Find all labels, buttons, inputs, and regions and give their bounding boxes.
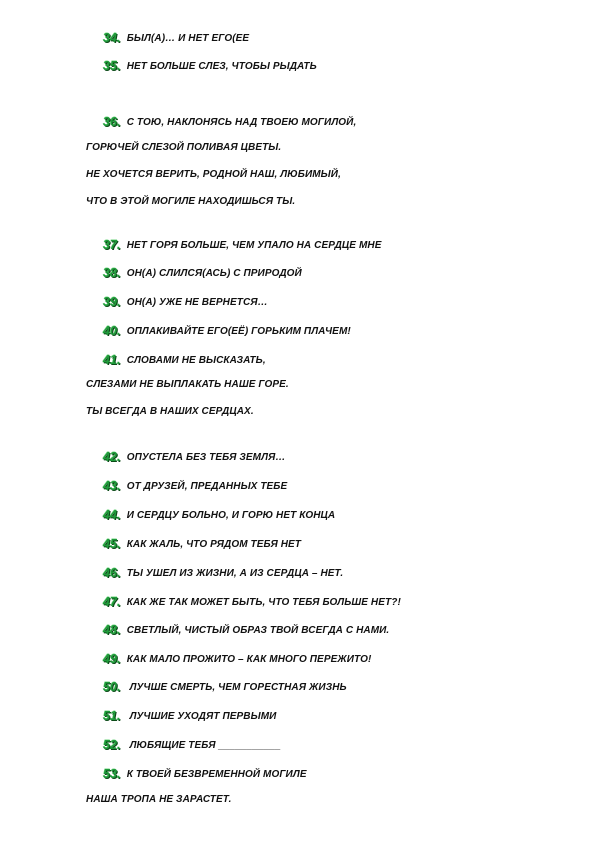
- epitaph-text: ЛУЧШИЕ УХОДЯТ ПЕРВЫМИ: [126, 711, 277, 722]
- epitaph-line: [103, 738, 281, 752]
- item-number: 47.: [103, 595, 121, 609]
- epitaph-line: [103, 479, 287, 493]
- epitaph-line: [103, 537, 301, 551]
- item-number: 50.: [103, 680, 121, 694]
- epitaph-text: ОПЛАКИВАЙТЕ ЕГО(ЕЁ) ГОРЬКИМ ПЛАЧЕМ!: [126, 326, 351, 337]
- epitaph-line: [103, 508, 335, 522]
- epitaph-text: НЕ ХОЧЕТСЯ ВЕРИТЬ, РОДНОЙ НАШ, ЛЮБИМЫЙ,: [86, 169, 341, 180]
- epitaph-text: СЛОВАМИ НЕ ВЫСКАЗАТЬ,: [126, 355, 266, 366]
- epitaph-text: БЫЛ(А)… И НЕТ ЕГО(ЕЕ: [126, 33, 250, 44]
- item-number: 35.: [103, 59, 121, 73]
- epitaph-line: [103, 767, 307, 781]
- item-number: 51.: [103, 709, 121, 723]
- epitaph-text: НЕТ БОЛЬШЕ СЛЕЗ, ЧТОБЫ РЫДАТЬ: [126, 61, 317, 72]
- item-number: 43.: [103, 479, 121, 493]
- epitaph-line: [103, 59, 317, 73]
- item-number: 46.: [103, 566, 121, 580]
- epitaph-line: [103, 115, 356, 129]
- epitaph-text: И СЕРДЦУ БОЛЬНО, И ГОРЮ НЕТ КОНЦА: [126, 510, 336, 521]
- epitaph-text: К ТВОЕЙ БЕЗВРЕМЕННОЙ МОГИЛЕ: [126, 769, 307, 780]
- epitaph-text: ГОРЮЧЕЙ СЛЕЗОЙ ПОЛИВАЯ ЦВЕТЫ.: [86, 142, 282, 153]
- item-number: 49.: [103, 652, 121, 666]
- item-number: 39.: [103, 295, 121, 309]
- epitaph-text: ОТ ДРУЗЕЙ, ПРЕДАННЫХ ТЕБЕ: [126, 481, 288, 492]
- item-number: 41.: [103, 353, 121, 367]
- epitaph-line: [103, 324, 351, 338]
- epitaph-text: КАК ЖЕ ТАК МОЖЕТ БЫТЬ, ЧТО ТЕБЯ БОЛЬШЕ НЕТ?!: [126, 597, 401, 608]
- epitaph-text: ТЫ УШЕЛ ИЗ ЖИЗНИ, А ИЗ СЕРДЦА – НЕТ.: [126, 568, 344, 579]
- epitaph-text: ЛУЧШЕ СМЕРТЬ, ЧЕМ ГОРЕСТНАЯ ЖИЗНЬ: [126, 682, 347, 693]
- epitaph-line: [103, 295, 268, 309]
- epitaph-line: [103, 709, 276, 723]
- epitaph-text: ЛЮБЯЩИЕ ТЕБЯ ___________: [126, 740, 281, 751]
- epitaph-text: НАША ТРОПА НЕ ЗАРАСТЕТ.: [86, 794, 232, 805]
- epitaph-text: ОН(А) СЛИЛСЯ(АСЬ) С ПРИРОДОЙ: [126, 268, 302, 279]
- epitaph-line: [86, 794, 232, 805]
- epitaph-text: СЛЕЗАМИ НЕ ВЫПЛАКАТЬ НАШЕ ГОРЕ.: [86, 379, 289, 390]
- epitaph-line: [86, 142, 281, 153]
- epitaph-line: [86, 406, 254, 417]
- epitaph-line: [103, 623, 389, 637]
- item-number: 40.: [103, 324, 121, 338]
- epitaph-line: [103, 353, 266, 367]
- epitaph-text: НЕТ ГОРЯ БОЛЬШЕ, ЧЕМ УПАЛО НА СЕРДЦЕ МНЕ: [126, 240, 382, 251]
- item-number: 36.: [103, 115, 121, 129]
- item-number: 38.: [103, 266, 121, 280]
- epitaph-text: КАК МАЛО ПРОЖИТО – КАК МНОГО ПЕРЕЖИТО!: [126, 654, 372, 665]
- epitaph-text: КАК ЖАЛЬ, ЧТО РЯДОМ ТЕБЯ НЕТ: [126, 539, 302, 550]
- item-number: 34.: [103, 31, 121, 45]
- epitaph-text: ТЫ ВСЕГДА В НАШИХ СЕРДЦАХ.: [86, 406, 254, 417]
- epitaph-line: [103, 450, 286, 464]
- item-number: 45.: [103, 537, 121, 551]
- item-number: 37.: [103, 238, 121, 252]
- epitaph-line: [103, 238, 381, 252]
- epitaph-line: [86, 196, 295, 207]
- epitaph-line: [103, 595, 401, 609]
- item-number: 48.: [103, 623, 121, 637]
- item-number: 44.: [103, 508, 121, 522]
- epitaph-line: [103, 266, 302, 280]
- item-number: 52.: [103, 738, 121, 752]
- item-number: 53.: [103, 767, 121, 781]
- epitaph-text: ОПУСТЕЛА БЕЗ ТЕБЯ ЗЕМЛЯ…: [126, 452, 286, 463]
- epitaph-text: СВЕТЛЫЙ, ЧИСТЫЙ ОБРАЗ ТВОЙ ВСЕГДА С НАМИ.: [126, 625, 390, 636]
- epitaph-text: ОН(А) УЖЕ НЕ ВЕРНЕТСЯ…: [126, 297, 268, 308]
- epitaph-line: [86, 169, 341, 180]
- epitaph-line: [103, 566, 343, 580]
- epitaph-line: [86, 379, 289, 390]
- item-number: 42.: [103, 450, 121, 464]
- epitaph-line: [103, 31, 249, 45]
- epitaph-text: ЧТО В ЭТОЙ МОГИЛЕ НАХОДИШЬСЯ ТЫ.: [86, 196, 296, 207]
- epitaph-text: С ТОЮ, НАКЛОНЯСЬ НАД ТВОЕЮ МОГИЛОЙ,: [126, 117, 357, 128]
- epitaph-line: [103, 652, 371, 666]
- epitaph-line: [103, 680, 347, 694]
